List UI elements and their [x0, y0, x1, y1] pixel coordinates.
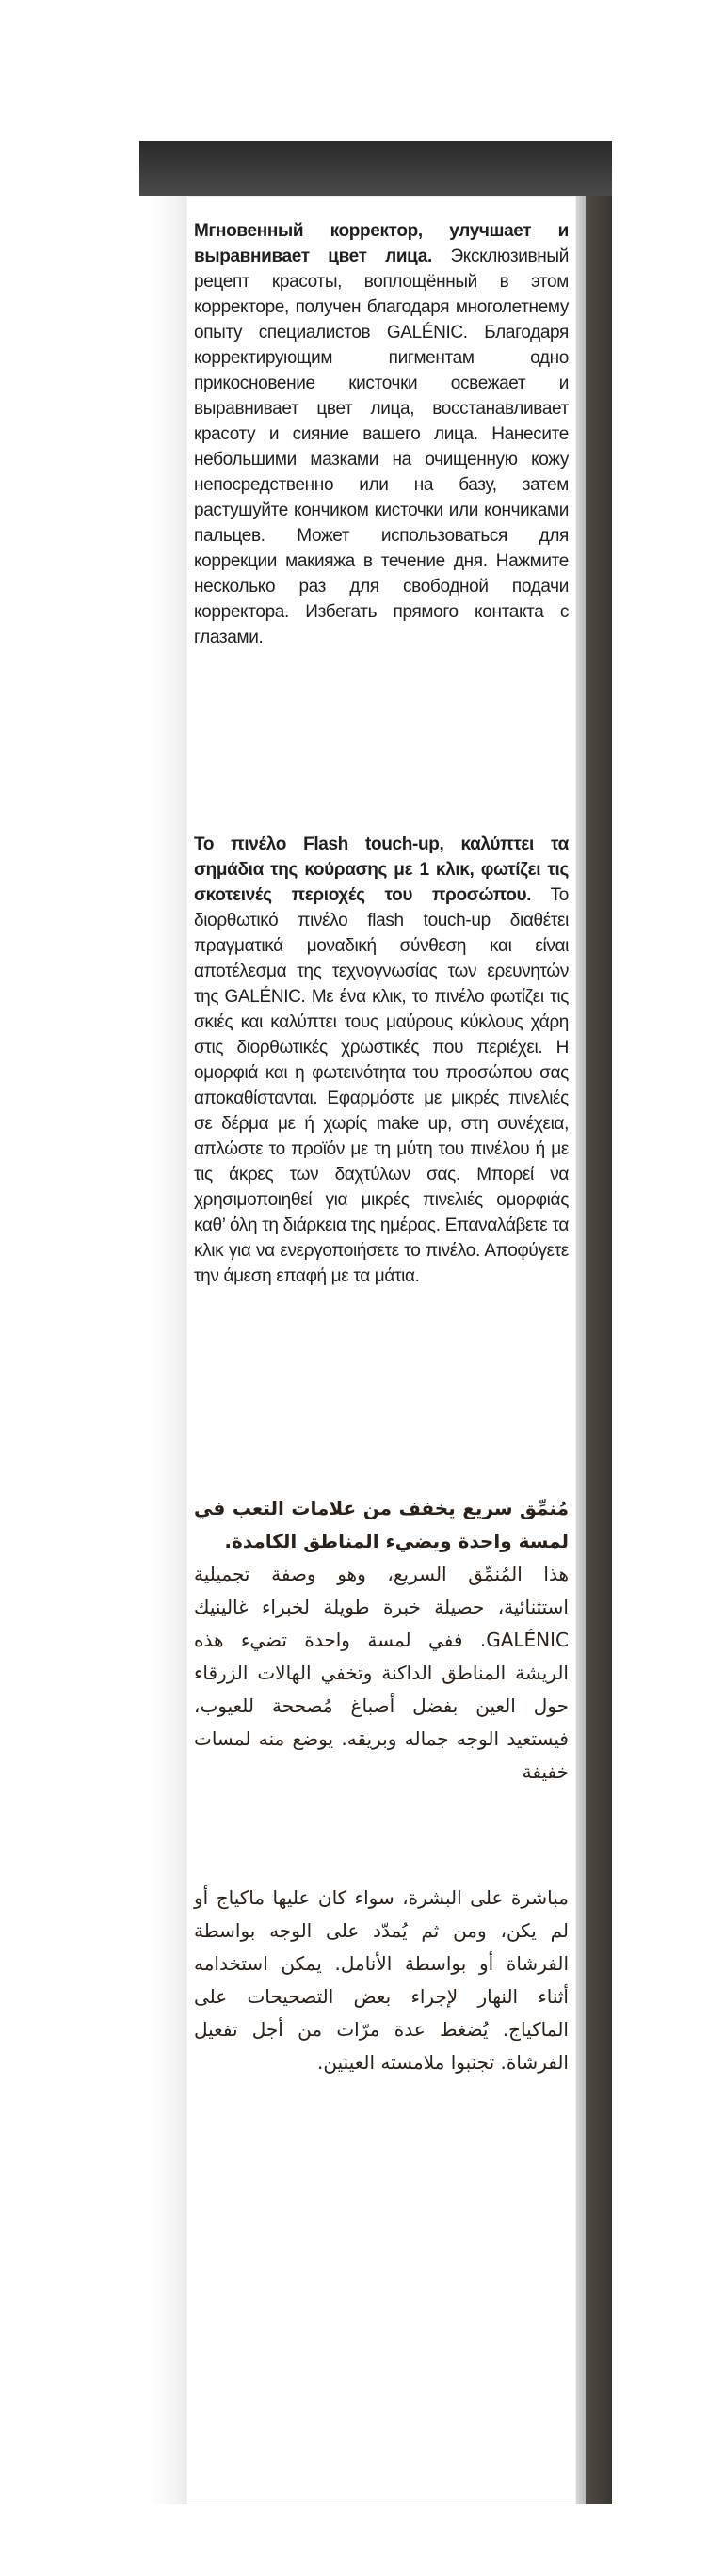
box-top-dark-band [139, 141, 612, 196]
greek-body: Το διορθωτικό πινέλο flash touch-up διαθέτει πραγματικά μοναδική σύνθεση και είναι αποτέλεσμα της τεχνογνωσίας των ερευνητών της GALÉNIC. Με ένα κλικ, το πινέλο φωτίζει τις σκιές και καλύπτει τους μαύρους κύκλους χάρη στις διορθωτικές χρωστικές που περιέχει. Η ομορφιά και η φωτεινότητα του προσώπου σας αποκαθίστανται. Εφαρμόστε με μικρές πινελιές σε δέρμα με ή χωρίς make up, στη συνέχεια, απλώστε το προϊόν με τη μύτη του πινέλου ή με τις άκρες των δαχτύλων σας. Μπορεί να χρησιμοποιηθεί για μικρές πινελιές ομορφιάς καθ’ όλη τη διάρκεια της ημέρας. Επαναλάβετε τα κλικ για να ενεργοποιήσετε το πινέλο. Αποφύγετε την άμεση επαφή με τα μάτια. [194, 885, 569, 1286]
arabic-body-1: هذا المُنمِّق السريع، وهو وصفة تجميلية استثنائية، حصيلة خبرة طويلة لخبراء غالينيك GALÉNIC. ففي لمسة واحدة تضيء هذه الريشة المناطق الداكنة وتخفي الهالات الزرقاء حول العين بفضل أصباغ مُصححة للعيوب، فيستعيد الوجه جماله وبريقه. يوضع منه لمسات خفيفة [194, 1563, 569, 1783]
box-right-edge [586, 196, 612, 2504]
russian-body: Эксклюзивный рецепт красоты, воплощённый в этом корректоре, получен благодаря многолетнему опыту специалистов GALÉNIC. Благодаря корректирующим пигментам одно прикосновение кисточки освежает и выравнивает цвет лица, восстанавливает красоту и сияние вашего лица. Нанесите небольшими мазками на очищенную кожу непосредственно или на базу, затем растушуйте кончиком кисточки или кончиками пальцев. Может использоваться для коррекции макияжа в течение дня. Нажмите несколько раз для свободной подачи корректора. Избегать прямого контакта с глазами. [194, 246, 569, 647]
arabic-body-2: مباشرة على البشرة، سواء كان عليها ماكياج أو لم يكن، ومن ثم يُمدّد على الوجه بواسطة الفرشاة أو بواسطة الأنامل. يمكن استخدامه أثناء النهار لإجراء بعض التصحيحات على الماكياج. يُضغط عدة مرّات من أجل تفعيل الفرشاة. تجنبوا ملامسته العينين. [194, 1886, 569, 2074]
arabic-description-top [194, 1492, 569, 1789]
arabic-description-bottom [194, 1882, 569, 2079]
russian-description [194, 218, 569, 650]
greek-description [194, 832, 569, 1289]
box-right-shading [576, 196, 586, 2504]
box-left-shading [151, 196, 186, 2504]
greek-lead: Το πινέλο Flash touch-up, καλύπτει τα σημάδια της κούρασης με 1 κλικ, φωτίζει τις σκοτεινές περιοχές του προσώπου. [194, 835, 569, 905]
arabic-lead: مُنمِّق سريع يخفف من علامات التعب في لمسة واحدة ويضيء المناطق الكامدة. [194, 1497, 569, 1552]
russian-lead: Мгновенный корректор, улучшает и выравнивает цвет лица. [194, 221, 569, 266]
